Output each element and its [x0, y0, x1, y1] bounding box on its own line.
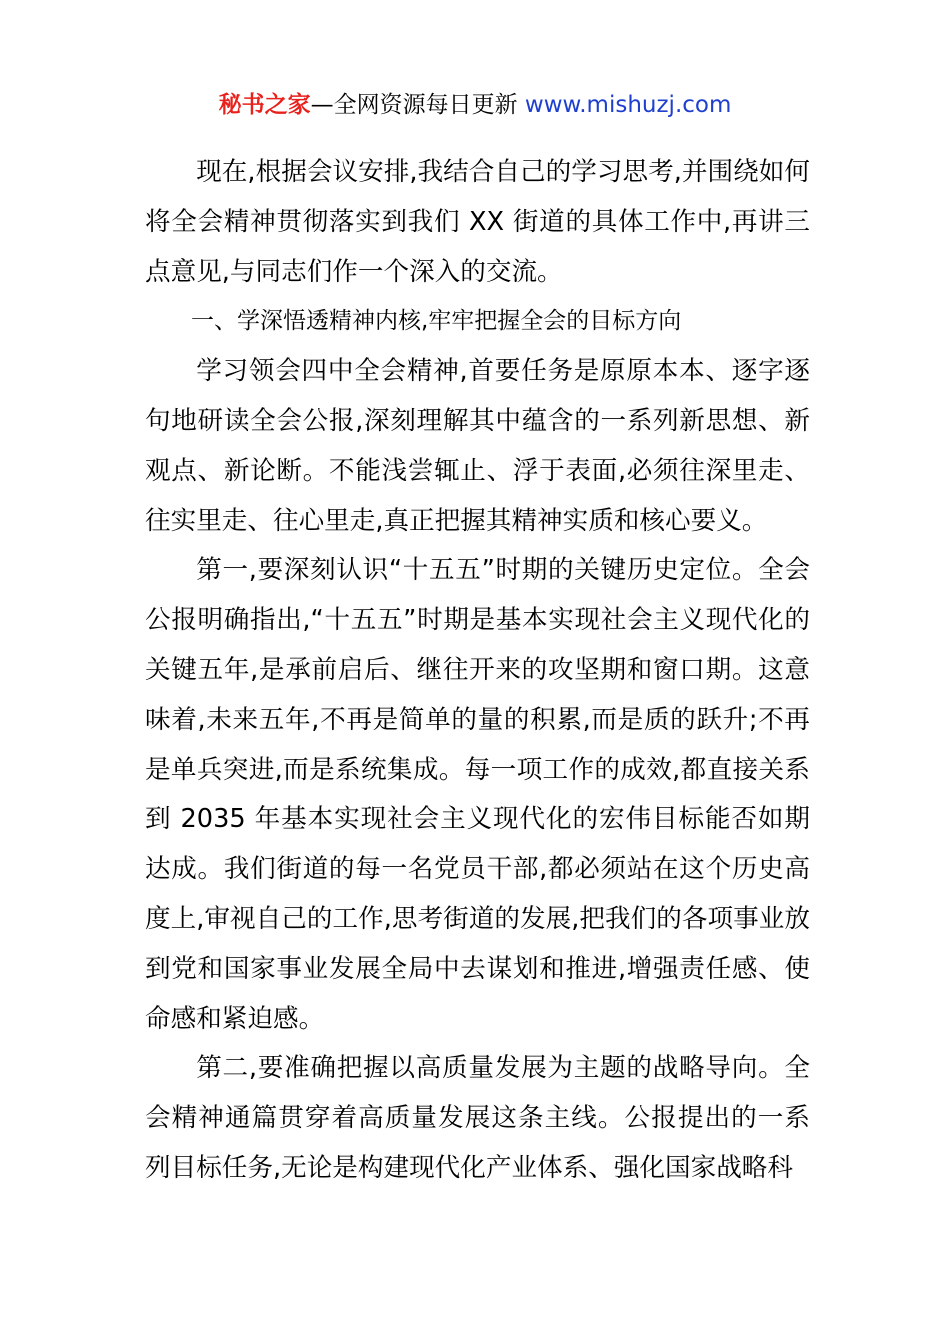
section-heading: 一、学深悟透精神内核,牢牢把握全会的目标方向	[191, 308, 682, 335]
site-header	[0, 86, 950, 124]
document-body	[145, 148, 810, 1194]
paragraph-second-point: 第二,要准确把握以高质量发展为主题的战略导向。全会精神通篇贯穿着高质量发展这条主线。公报提出的一系列目标任务,无论是构建现代化产业体系、强化国家战略科	[145, 1053, 810, 1183]
paragraph-study: 学习领会四中全会精神,首要任务是原原本本、逐字逐句地研读全会公报,深刻理解其中蕴含的一系列新思想、新观点、新论断。不能浅尝辄止、浮于表面,必须往深里走、往实里走、往心里走,真正把握其精神实质和核心要义。	[145, 356, 810, 536]
site-brand: 秘书之家	[218, 92, 311, 118]
paragraph-first-point: 第一,要深刻认识“十五五”时期的关键历史定位。全会公报明确指出,“十五五”时期是基本实现社会主义现代化的关键五年,是承前启后、继往开来的攻坚期和窗口期。这意味着,未来五年,不再是简单的量的积累,而是质的跃升;不再是单兵突进,而是系统集成。每一项工作的成效,都直接关系到 2035 年基本实现社会主义现代化的宏伟目标能否如期达成。我们街道的每一名党员干部,都必须站在这个历史高度上,审视自己的工作,思考街道的发展,把我们的各项事业放到党和国家事业发展全局中去谋划和推进,增强责任感、使命感和紧迫感。	[145, 555, 810, 1034]
site-tagline: —全网资源每日更新	[310, 92, 525, 118]
paragraph-intro: 现在,根据会议安排,我结合自己的学习思考,并围绕如何将全会精神贯彻落实到我们 XX 街道的具体工作中,再讲三点意见,与同志们作一个深入的交流。	[145, 157, 810, 287]
site-url-link[interactable]: www.mishuzj.com	[524, 92, 732, 118]
